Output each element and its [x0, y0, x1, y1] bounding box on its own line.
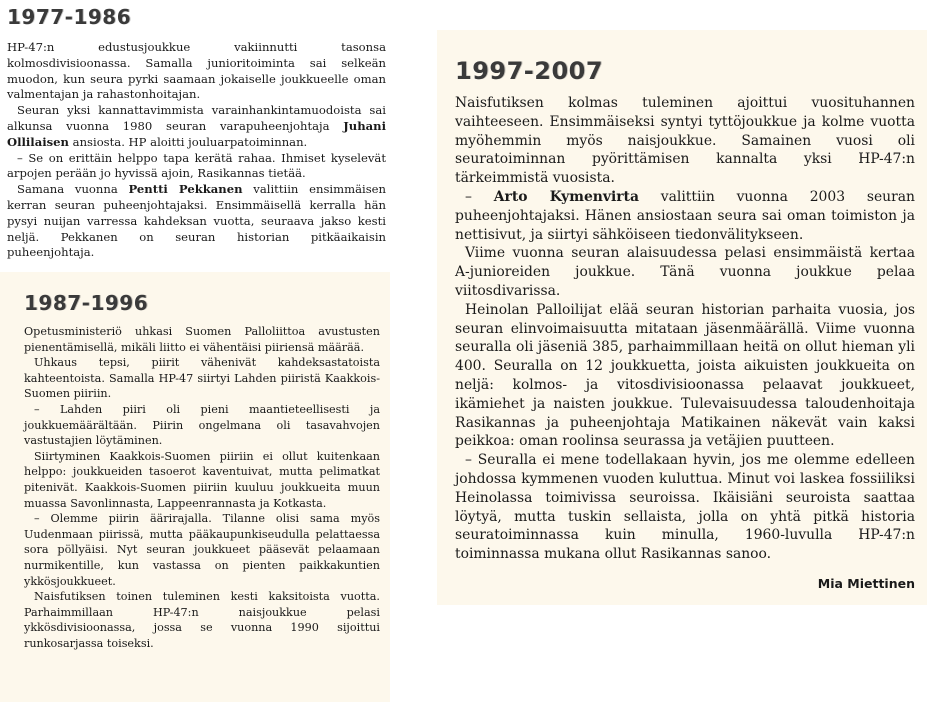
text-run: Naisfutiksen toinen tuleminen kesti kaksitoista vuotta. Parhaimmillaan HP-47:n naisjoukkue pelasi ykkösdivisioonassa, jossa se vuonna 1990 sijoittui runkosarjassa toiseksi. — [24, 590, 380, 650]
paragraph — [24, 449, 380, 511]
text-run: Heinolan Palloilijat elää seuran historian parhaita vuosia, jos seuran elinvoimaisuutta mitataan jäsenmäärällä. Viime vuonna seuralla oli jäseniä 385, parhaimmillaan heitä on ollut hieman yli 400. Seuralla on 12 joukkuetta, joista aikuisten joukkueita on neljä: kolmos- ja vitosdivisioonassa pelaavat joukkueet, ikämiehet ja naisten joukkue. Tulevaisuudessa taloudenhoitaja Rasikannas ja puheenjohtaja Matikainen näkevät vain kaksi peikkoa: oman roolinsa seurassa ja vetäjien puutteen. — [455, 301, 915, 450]
section-body — [455, 94, 915, 564]
text-run: Uhkaus tepsi, piirit vähenivät kahdeksastatoista kahteentoista. Samalla HP-47 siirtyi Lahden piiristä Kaakkois-Suomen piiriin. — [24, 356, 380, 401]
text-run: – — [465, 188, 494, 205]
paragraph — [24, 589, 380, 651]
text-run: Siirtyminen Kaakkois-Suomen piiriin ei ollut kuitenkaan helppo: joukkueiden tasoerot kaventuivat, mutta pelimatkat pitenivät. Kaakkois-Suomen piiriin kuuluu joukkueita muun muassa Savonlinnasta, Lappeenrannasta ja Kotkasta. — [24, 449, 380, 510]
text-run: – Se on erittäin helppo tapa kerätä rahaa. Ihmiset kyselevät arpojen perään jo hyvissä ajoin, Rasikannas tietää. — [7, 150, 386, 181]
section-heading-1977-1986: 1977-1986 — [7, 5, 132, 29]
section-heading-1997-2007: 1997-2007 — [455, 57, 604, 85]
paragraph — [7, 151, 386, 183]
text-run: Naisfutiksen kolmas tuleminen ajoittui vuosituhannen vaihteeseen. Ensimmäiseksi syntyi tyttöjoukkue ja kolme vuotta myöhemmin myös naisjoukkue. Samainen vuosi oli seuratoiminnan pyörittämisen kannalta yksi HP-47:n tärkeimmistä vuosista. — [455, 95, 915, 187]
text-run: – Seuralla ei mene todellakaan hyvin, jos me olemme edelleen johdossa kymmenen vuoden kuluttua. Minut voi laskea fossiiliksi Heinolassa toimivissa seuroissa. Ikäisiäni seuroista saattaa löytyä, mutta tuskin sellaista, jolla on yhtä pitkä historia seuratoiminnassa kuin minulla, 1960-luvulla HP-47:n toiminnassa mukana ollut Rasikannas sanoo. — [455, 452, 915, 563]
text-run: Seuran yksi kannattavimmista varainhankintamuodoista sai alkunsa vuonna 1980 seuran varapuheenjohtaja — [7, 103, 386, 133]
text-run: valittiin vuonna 2003 seuran puheenjohtajaksi. Hänen ansiostaan seura sai oman toimiston ja nettisivut, ja siirtyi sähköiseen tiedonvälitykseen. — [455, 188, 915, 243]
paragraph — [7, 182, 386, 261]
paragraph — [7, 103, 386, 150]
paragraph — [24, 324, 380, 355]
paragraph — [24, 402, 380, 449]
person-name: Juhani Ollilaisen — [7, 118, 386, 149]
text-run: Viime vuonna seuran alaisuudessa pelasi ensimmäistä kertaa A-junioreiden joukkue. Tänä vuonna joukkue pelaa viitosdivarissa. — [455, 245, 915, 299]
paragraph — [455, 451, 915, 564]
section-body — [24, 324, 380, 651]
text-run: valittiin ensimmäisen kerran seuran puheenjohtajaksi. Ensimmäisellä kerralla hän pysyi nuijan varressa kahdeksan vuotta, seuraava jakso kesti neljä. Pekkanen on seuran historian pitkäaikaisin puheenjohtaja. — [7, 182, 386, 260]
section-heading-1987-1996: 1987-1996 — [24, 291, 149, 315]
paragraph — [7, 40, 386, 103]
text-run: Opetusministeriö uhkasi Suomen Palloliittoa avustusten pienentämisellä, mikäli liitto ei vähentäisi piiriensä määrää. — [24, 325, 380, 354]
text-run: HP-47:n edustusjoukkue vakiinnutti tasonsa kolmosdivisioonassa. Samalla junioritoiminta sai selkeän muodon, kun seura pyrki saamaan jokaiselle joukkueelle oman valmentajan ja rahastonhoitajan. — [7, 40, 386, 102]
text-run: Samana vuonna — [17, 182, 129, 197]
section-1977-1986 — [0, 0, 392, 272]
paragraph — [455, 301, 915, 451]
person-name: Arto Kymenvirta — [493, 188, 639, 205]
paragraph — [455, 94, 915, 188]
text-run: – Olemme piirin äärirajalla. Tilanne olisi sama myös Uudenmaan piirissä, mutta pääkaupunkiseudulla pelattaessa sora pöllyäisi. Nyt seuran joukkueet pääsevät pelaamaan nurmikentille, kun vastassa on pienten paikkakuntien ykkösjoukkueet. — [24, 512, 380, 588]
section-body — [7, 40, 386, 261]
person-name: Pentti Pekkanen — [128, 182, 243, 197]
section-1987-1996 — [0, 272, 390, 702]
section-1997-2007 — [437, 30, 927, 605]
author-byline: Mia Miettinen — [817, 576, 915, 591]
paragraph — [455, 244, 915, 300]
paragraph — [24, 511, 380, 589]
text-run: – Lahden piiri oli pieni maantieteellisesti ja joukkuemäärältään. Piirin ongelmana oli tasavahvojen vastustajien löytäminen. — [24, 402, 380, 448]
paragraph — [24, 355, 380, 402]
paragraph — [455, 188, 915, 244]
text-run: ansiosta. HP aloitti jouluarpatoiminnan. — [68, 134, 308, 149]
